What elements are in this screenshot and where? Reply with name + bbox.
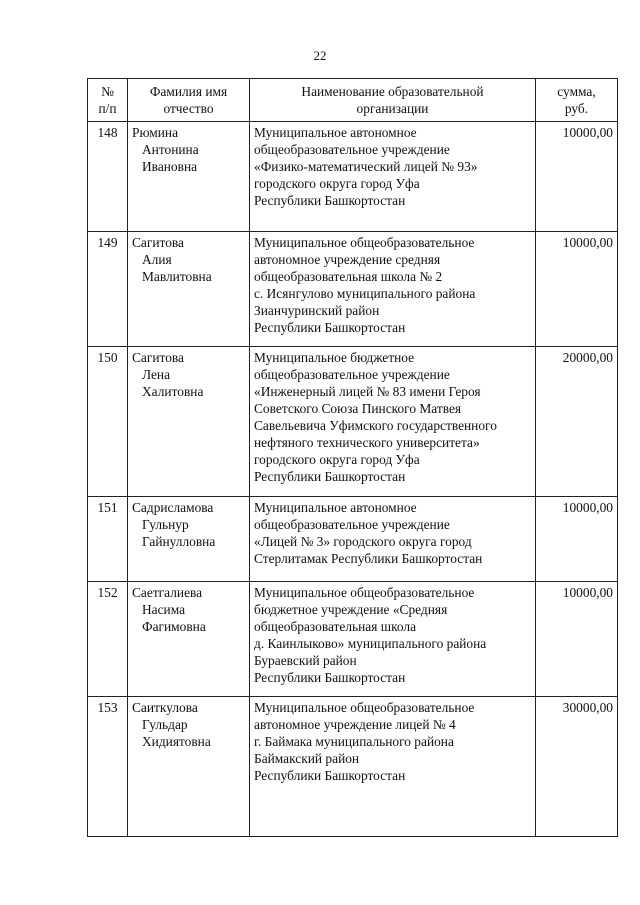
- name-line: Насима: [142, 602, 186, 617]
- table-row: [88, 347, 618, 497]
- organization-name: [250, 347, 536, 497]
- name-line: Гульдар: [142, 717, 188, 732]
- header-num: № п/п: [88, 79, 128, 122]
- row-number: 153: [88, 697, 128, 837]
- organization-line: Баймакский район: [254, 751, 360, 766]
- organization-line: Республики Башкортостан: [254, 670, 406, 685]
- organization-line: городского округа город Уфа: [254, 176, 420, 191]
- organization-line: общеобразовательное учреждение: [254, 367, 450, 382]
- organization-line: Муниципальное общеобразовательное: [254, 700, 475, 715]
- table-header-row: [88, 79, 618, 122]
- page-number: 22: [313, 48, 327, 63]
- organization-line: Савельевича Уфимского государственного: [254, 418, 497, 433]
- organization-line: городского округа город Уфа: [254, 452, 420, 467]
- name-line: Саиткулова: [132, 700, 198, 715]
- organization-line: бюджетное учреждение «Средняя: [254, 602, 448, 617]
- row-number: 152: [88, 582, 128, 697]
- table-row: [88, 122, 618, 232]
- header-org: Наименование образовательной организации: [250, 79, 536, 122]
- name-line: Хидиятовна: [142, 734, 211, 749]
- name-line: Фагимовна: [142, 619, 206, 634]
- organization-line: общеобразовательная школа № 2: [254, 269, 443, 284]
- organization-line: нефтяного технического университета»: [254, 435, 480, 450]
- person-name: [128, 497, 250, 582]
- organization-line: автономное учреждение средняя: [254, 252, 441, 267]
- organization-line: Муниципальное бюджетное: [254, 350, 415, 365]
- organization-line: г. Баймака муниципального района: [254, 734, 454, 749]
- row-number: 150: [88, 347, 128, 497]
- amount: 20000,00: [536, 347, 618, 497]
- organization-line: с. Исянгулово муниципального района: [254, 286, 476, 301]
- amount: 10000,00: [536, 122, 618, 232]
- organization-line: Муниципальное автономное: [254, 125, 417, 140]
- organization-line: Муниципальное общеобразовательное: [254, 585, 475, 600]
- person-name: [128, 232, 250, 347]
- table-row: [88, 497, 618, 582]
- name-line: Рюмина: [132, 125, 179, 140]
- organization-line: автономное учреждение лицей № 4: [254, 717, 456, 732]
- organization-line: «Лицей № 3» городского округа город: [254, 534, 472, 549]
- organization-line: «Инженерный лицей № 83 имени Героя: [254, 384, 481, 399]
- row-number: 149: [88, 232, 128, 347]
- amount: 10000,00: [536, 232, 618, 347]
- table-row: [88, 697, 618, 837]
- row-number: 148: [88, 122, 128, 232]
- amount: 10000,00: [536, 497, 618, 582]
- name-line: Мавлитовна: [142, 269, 212, 284]
- name-line: Лена: [142, 367, 171, 382]
- name-line: Саетгалиева: [132, 585, 203, 600]
- organization-line: Республики Башкортостан: [254, 193, 406, 208]
- organization-line: общеобразовательная школа: [254, 619, 417, 634]
- name-line: Алия: [142, 252, 172, 267]
- header-sum: сумма, руб.: [536, 79, 618, 122]
- amount: 30000,00: [536, 697, 618, 837]
- organization-line: Республики Башкортостан: [254, 469, 406, 484]
- organization-line: Стерлитамак Республики Башкортостан: [254, 551, 483, 566]
- organization-line: Советского Союза Пинского Матвея: [254, 401, 462, 416]
- name-line: Гайнулловна: [142, 534, 216, 549]
- row-number: 151: [88, 497, 128, 582]
- person-name: [128, 582, 250, 697]
- recipients-table: [87, 78, 618, 837]
- name-line: Сагитова: [132, 235, 184, 250]
- organization-name: [250, 122, 536, 232]
- organization-name: [250, 582, 536, 697]
- name-line: Антонина: [142, 142, 199, 157]
- name-line: Гульнур: [142, 517, 189, 532]
- name-line: Сагитова: [132, 350, 184, 365]
- organization-name: [250, 497, 536, 582]
- organization-line: Республики Башкортостан: [254, 320, 406, 335]
- person-name: [128, 697, 250, 837]
- table-row: [88, 232, 618, 347]
- name-line: Халитовна: [142, 384, 204, 399]
- organization-line: д. Каинлыково» муниципального района: [254, 636, 487, 651]
- header-name: Фамилия имя отчество: [128, 79, 250, 122]
- organization-line: Республики Башкортостан: [254, 768, 406, 783]
- name-line: Ивановна: [142, 159, 198, 174]
- person-name: [128, 347, 250, 497]
- table-row: [88, 582, 618, 697]
- organization-line: общеобразовательное учреждение: [254, 517, 450, 532]
- organization-line: общеобразовательное учреждение: [254, 142, 450, 157]
- amount: 10000,00: [536, 582, 618, 697]
- organization-name: [250, 232, 536, 347]
- person-name: [128, 122, 250, 232]
- name-line: Садрисламова: [132, 500, 214, 515]
- organization-line: Зианчуринский район: [254, 303, 380, 318]
- organization-line: «Физико-математический лицей № 93»: [254, 159, 478, 174]
- organization-name: [250, 697, 536, 837]
- organization-line: Муниципальное автономное: [254, 500, 417, 515]
- organization-line: Бураевский район: [254, 653, 357, 668]
- organization-line: Муниципальное общеобразовательное: [254, 235, 475, 250]
